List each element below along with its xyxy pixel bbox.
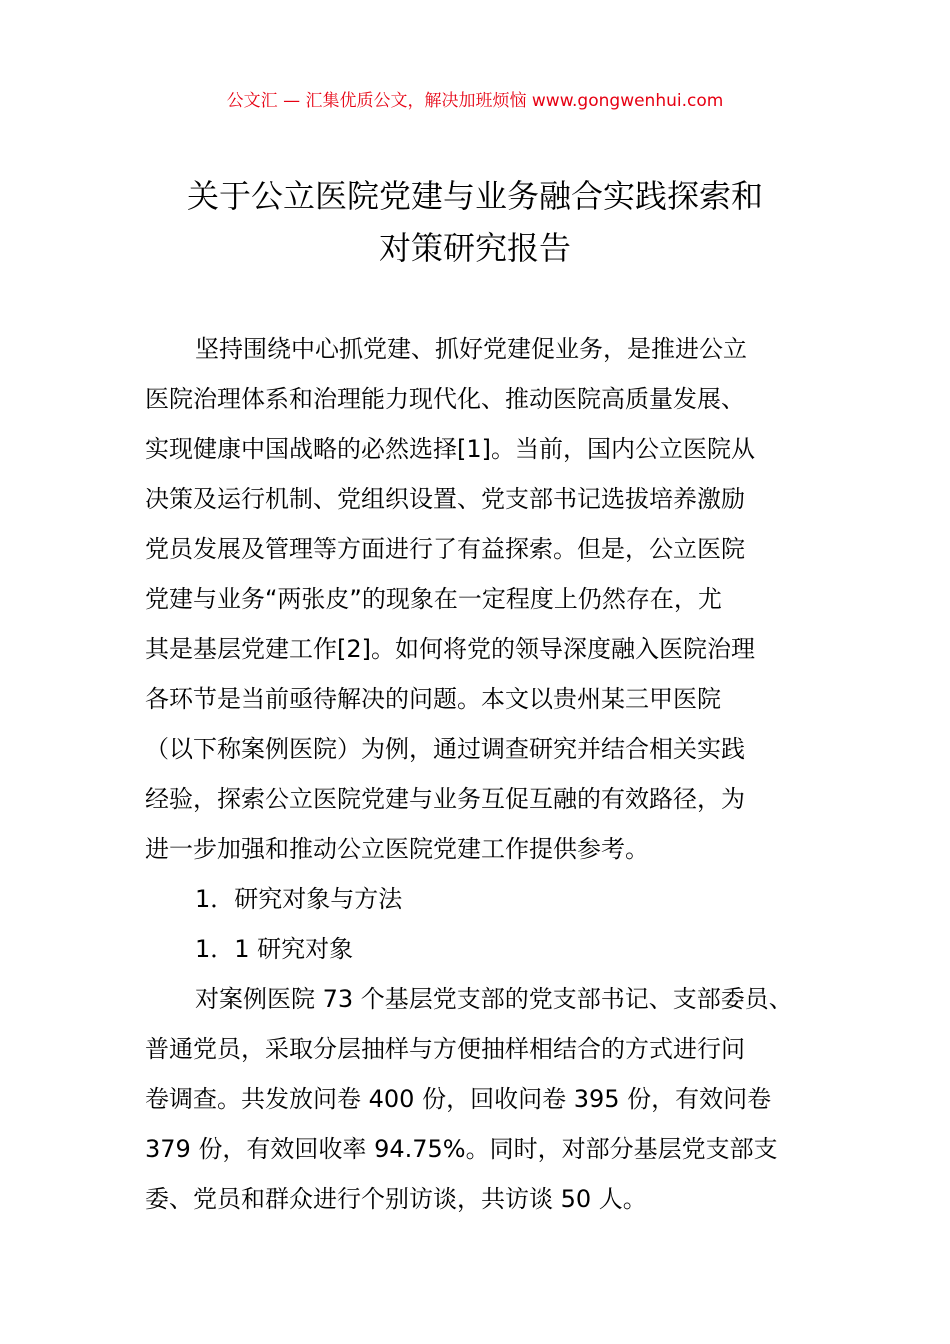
text-line: 党建与业务“两张皮”的现象在一定程度上仍然存在，尤 [145,585,722,613]
title-line-2: 对策研究报告 [378,229,571,267]
text-line: 进一步加强和推动公立医院党建工作提供参考。 [145,835,649,863]
text-line: 坚持围绕中心抓党建、抓好党建促业务，是推进公立 [195,335,747,363]
text-line: 对案例医院 73 个基层党支部的党支部书记、支部委员、 [195,985,793,1013]
text-line: 其是基层党建工作[2]。如何将党的领导深度融入医院治理 [145,635,755,663]
section-heading: 1．研究对象与方法 [195,885,403,913]
text-line: 普通党员，采取分层抽样与方便抽样相结合的方式进行问 [145,1035,745,1063]
title-line-1: 关于公立医院党建与业务融合实践探索和 [186,177,763,215]
text-line: 委、党员和群众进行个别访谈，共访谈 50 人。 [145,1185,647,1213]
text-line: 各环节是当前亟待解决的问题。本文以贵州某三甲医院 [145,685,721,713]
text-line: 实现健康中国战略的必然选择[1]。当前，国内公立医院从 [145,435,755,463]
text-line: 党员发展及管理等方面进行了有益探索。但是，公立医院 [145,535,745,563]
text-line: 379 份，有效回收率 94.75%。同时，对部分基层党支部支 [145,1135,778,1163]
text-line: 医院治理体系和治理能力现代化、推动医院高质量发展、 [145,385,745,413]
text-line: 经验，探索公立医院党建与业务互促互融的有效路径，为 [145,785,745,813]
header-banner: 公文汇 — 汇集优质公文，解决加班烦恼 www.gongwenhui.com [226,91,724,111]
text-line: 决策及运行机制、党组织设置、党支部书记选拔培养激励 [145,485,745,513]
document-title [80,170,870,274]
document-body [145,324,820,1224]
paragraph-research-subjects [145,974,820,1224]
text-line: 卷调查。共发放问卷 400 份，回收问卷 395 份，有效问卷 [145,1085,772,1113]
paragraph-intro [145,324,820,874]
subsection-heading: 1．1 研究对象 [195,935,354,963]
text-line: （以下称案例医院）为例，通过调查研究并结合相关实践 [145,735,745,763]
